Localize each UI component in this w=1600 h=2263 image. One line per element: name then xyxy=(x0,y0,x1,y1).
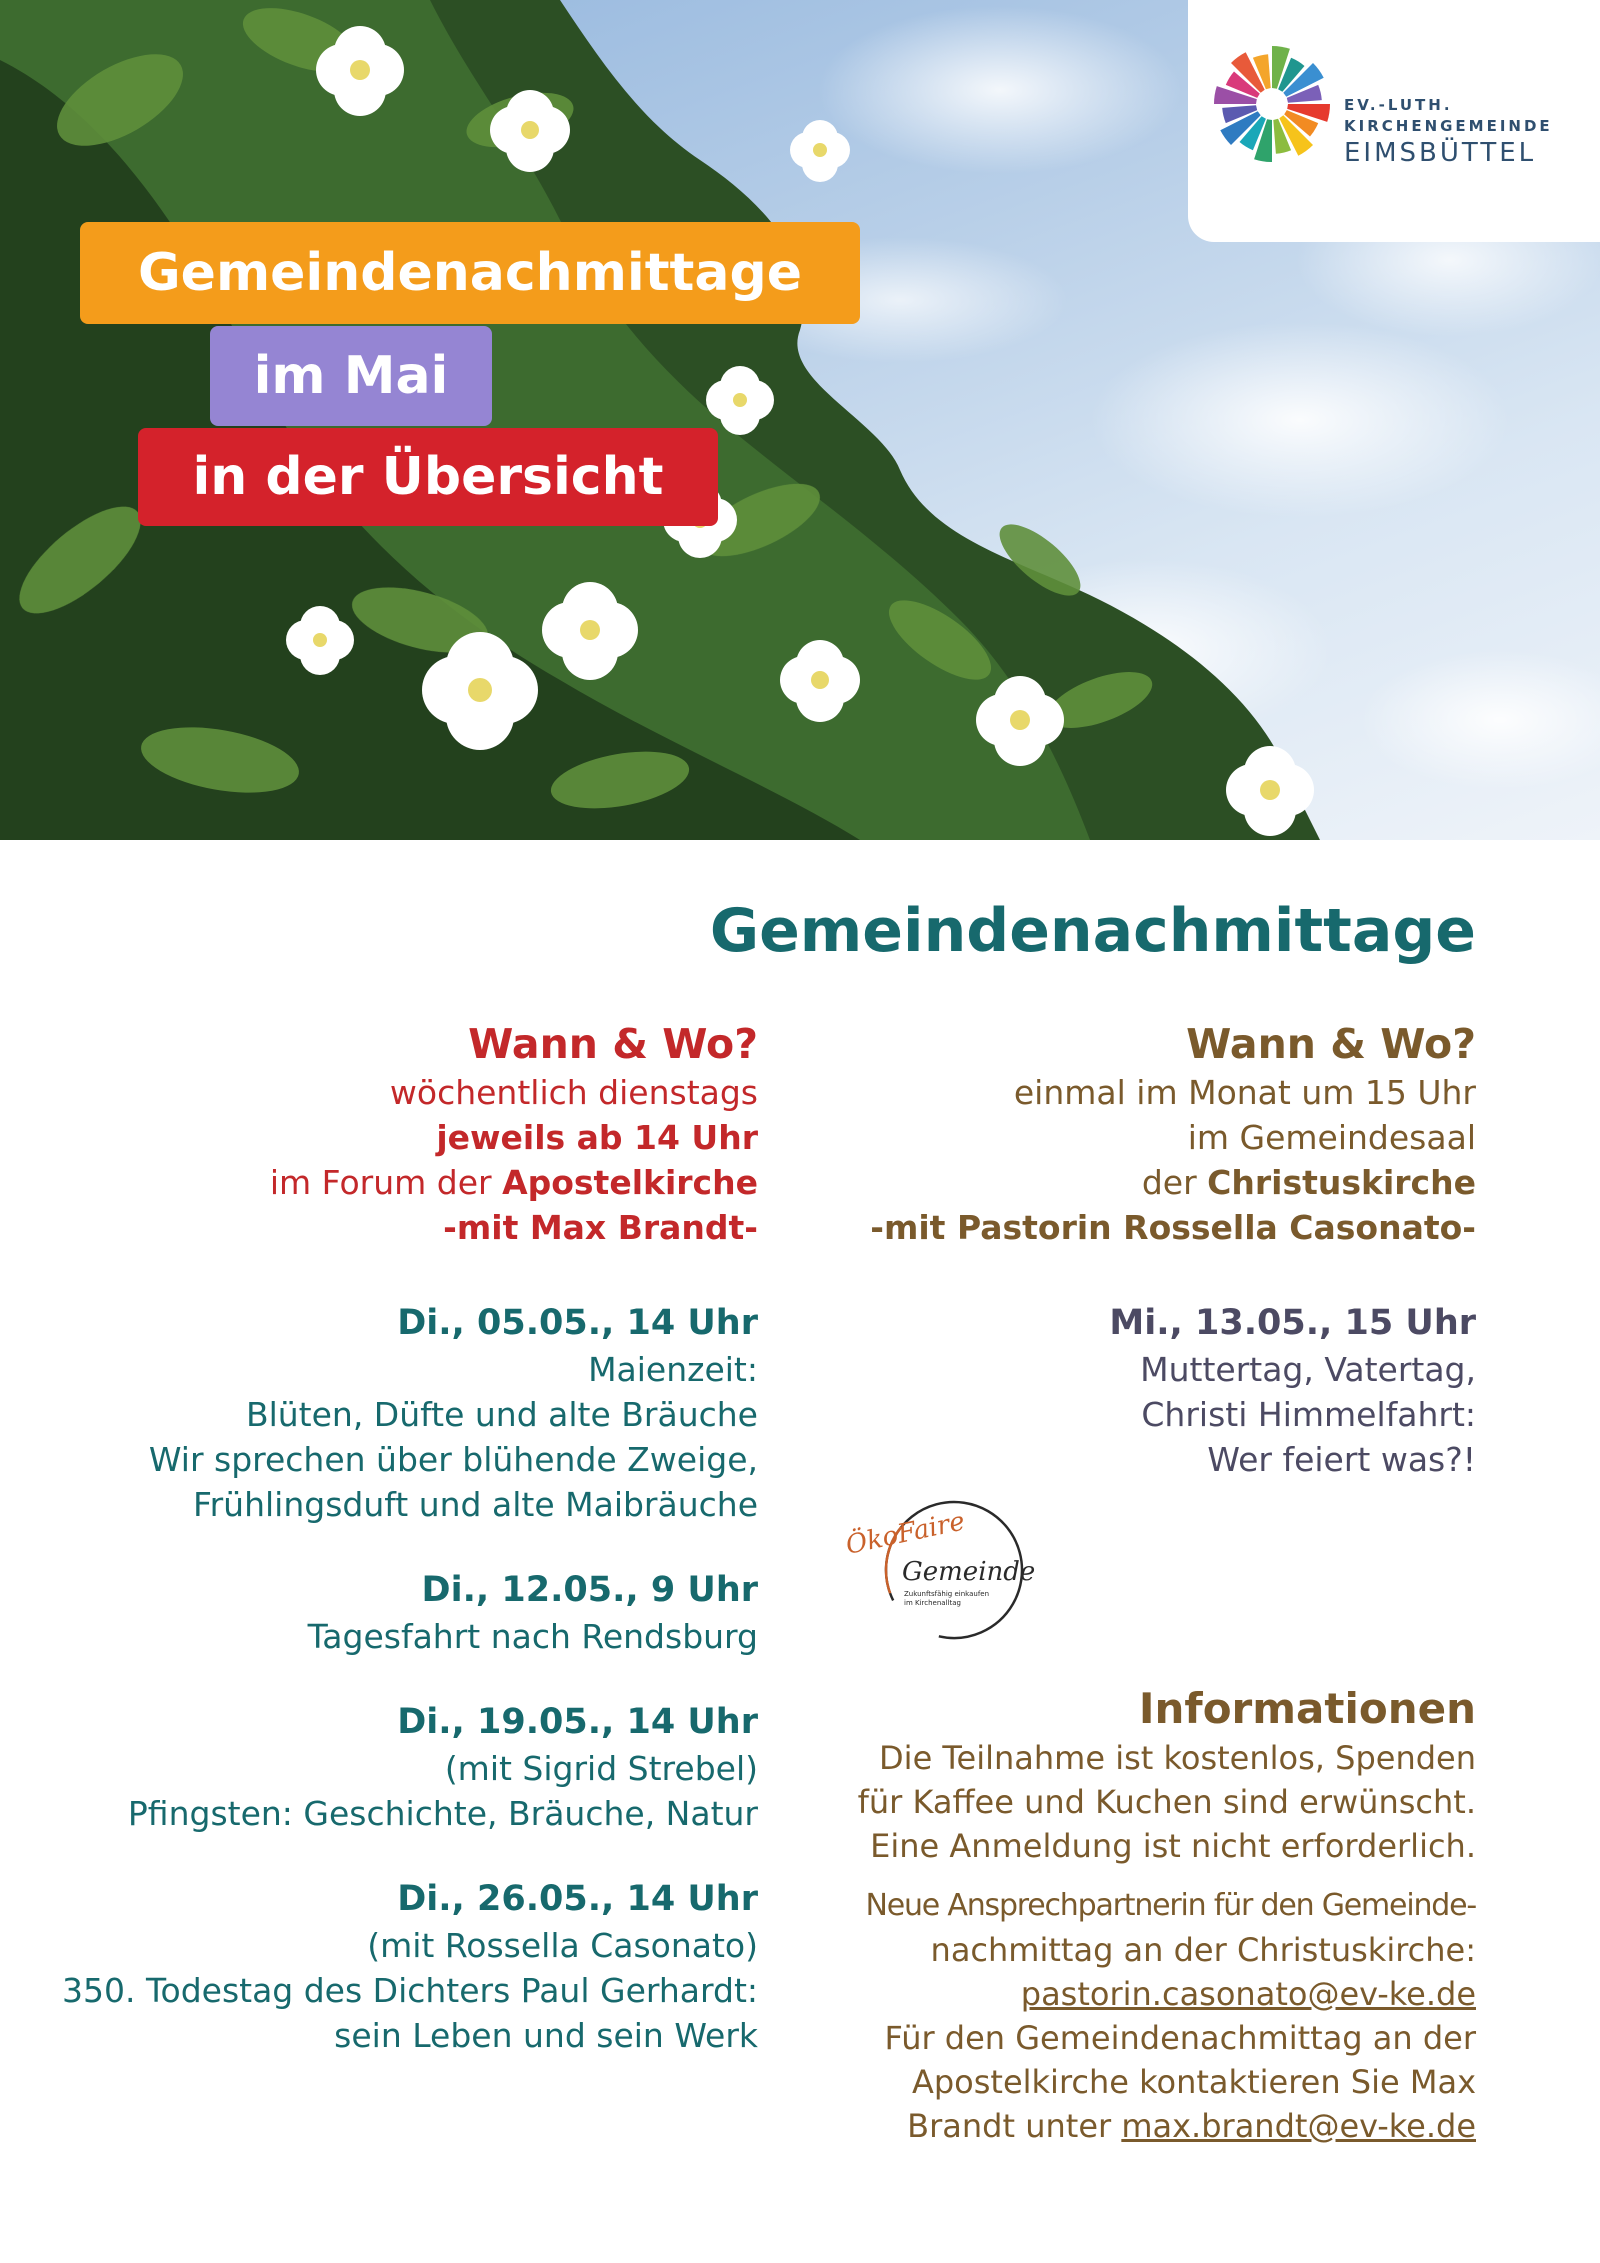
contact-prefix: Brandt unter xyxy=(907,2107,1122,2145)
event-line: Maienzeit: xyxy=(588,1350,758,1389)
event-line: Wer feiert was?! xyxy=(1207,1440,1476,1479)
event-date: Di., 26.05., 14 Uhr xyxy=(397,1879,758,1919)
event-date: Di., 05.05., 14 Uhr xyxy=(397,1303,758,1343)
eco-badge-main: Gemeinde xyxy=(902,1557,1036,1587)
event-item xyxy=(38,1876,758,2058)
when-heading-left: Wann & Wo? xyxy=(468,1020,758,1068)
when-location-prefix: im Forum der xyxy=(269,1163,503,1202)
event-line: Tagesfahrt nach Rendsburg xyxy=(307,1617,758,1656)
event-line: Muttertag, Vatertag, xyxy=(1140,1350,1476,1389)
logo-line1: EV.-LUTH. xyxy=(1344,96,1453,114)
event-item xyxy=(38,1699,758,1836)
contact-line: Apostelkirche kontaktieren Sie Max xyxy=(911,2063,1476,2101)
contact-line xyxy=(776,2104,1476,2148)
when-host: -mit Pastorin Rossella Casonato- xyxy=(870,1208,1476,1247)
headline-line3: in der Übersicht xyxy=(138,428,718,526)
hero-image xyxy=(0,0,1600,840)
event-date: Di., 12.05., 9 Uhr xyxy=(421,1570,758,1610)
page-title: Gemeindenachmittage xyxy=(709,896,1476,966)
when-location-church: Christuskirche xyxy=(1207,1163,1476,1202)
logo-line2: KIRCHENGEMEINDE xyxy=(1344,117,1553,135)
event-line: Pfingsten: Geschichte, Bräuche, Natur xyxy=(127,1794,758,1833)
event-date: Di., 19.05., 14 Uhr xyxy=(397,1702,758,1742)
left-column xyxy=(38,1018,758,2058)
event-line: (mit Sigrid Strebel) xyxy=(444,1749,758,1788)
contact-line: Für den Gemeindenachmittag an der xyxy=(884,2019,1476,2057)
information-heading: Informationen xyxy=(1138,1684,1476,1733)
event-line: sein Leben und sein Werk xyxy=(334,2016,758,2055)
event-item xyxy=(816,1300,1476,1482)
information-line: Eine Anmeldung ist nicht erforderlich. xyxy=(870,1827,1476,1865)
contact-line: nachmittag an der Christuskirche: xyxy=(930,1931,1476,1969)
event-line: Blüten, Düfte und alte Bräuche xyxy=(245,1395,758,1434)
event-line: Christi Himmelfahrt: xyxy=(1141,1395,1476,1434)
headline-line2: im Mai xyxy=(210,326,492,426)
when-location-church: Apostelkirche xyxy=(502,1163,758,1202)
headline-line1: Gemeindenachmittage xyxy=(80,222,860,324)
church-logo-text xyxy=(1344,98,1553,166)
when-line: einmal im Monat um 15 Uhr xyxy=(1013,1073,1476,1112)
eco-badge-sub1: Zukunftsfähig einkaufen xyxy=(904,1590,990,1598)
email-link-brandt[interactable]: max.brandt@ev-ke.de xyxy=(1121,2107,1476,2145)
oekofaire-gemeinde-badge-icon xyxy=(842,1484,1042,1654)
information-section xyxy=(776,1682,1476,2148)
when-heading-right: Wann & Wo? xyxy=(1186,1020,1476,1068)
contact-line: Neue Ansprechpartnerin für den Gemeinde- xyxy=(865,1888,1476,1923)
email-link-casonato[interactable]: pastorin.casonato@ev-ke.de xyxy=(1020,1975,1476,2013)
right-column xyxy=(816,1018,1476,1482)
information-line: Die Teilnahme ist kostenlos, Spenden xyxy=(879,1739,1476,1777)
when-location-prefix: der xyxy=(1141,1163,1208,1202)
eco-badge-top: ÖkoFaire xyxy=(843,1506,968,1561)
when-host: -mit Max Brandt- xyxy=(443,1208,758,1247)
event-line: Wir sprechen über blühende Zweige, xyxy=(148,1440,758,1479)
event-line: 350. Todestag des Dichters Paul Gerhardt: xyxy=(61,1971,758,2010)
when-line: im Gemeindesaal xyxy=(1187,1118,1476,1157)
event-item xyxy=(38,1567,758,1659)
event-line: (mit Rossella Casonato) xyxy=(367,1926,758,1965)
eco-badge-sub2: im Kirchenalltag xyxy=(904,1599,961,1607)
when-line: wöchentlich dienstags xyxy=(389,1073,758,1112)
church-wheel-logo-icon xyxy=(1212,44,1332,164)
logo-line3: EIMSBÜTTEL xyxy=(1344,138,1537,168)
when-line xyxy=(38,1160,758,1205)
event-line: Frühlingsduft und alte Maibräuche xyxy=(193,1485,758,1524)
when-line: jeweils ab 14 Uhr xyxy=(436,1118,758,1157)
information-line: für Kaffee und Kuchen sind erwünscht. xyxy=(857,1783,1476,1821)
event-item xyxy=(38,1300,758,1527)
event-date: Mi., 13.05., 15 Uhr xyxy=(1109,1303,1476,1343)
when-line xyxy=(816,1160,1476,1205)
